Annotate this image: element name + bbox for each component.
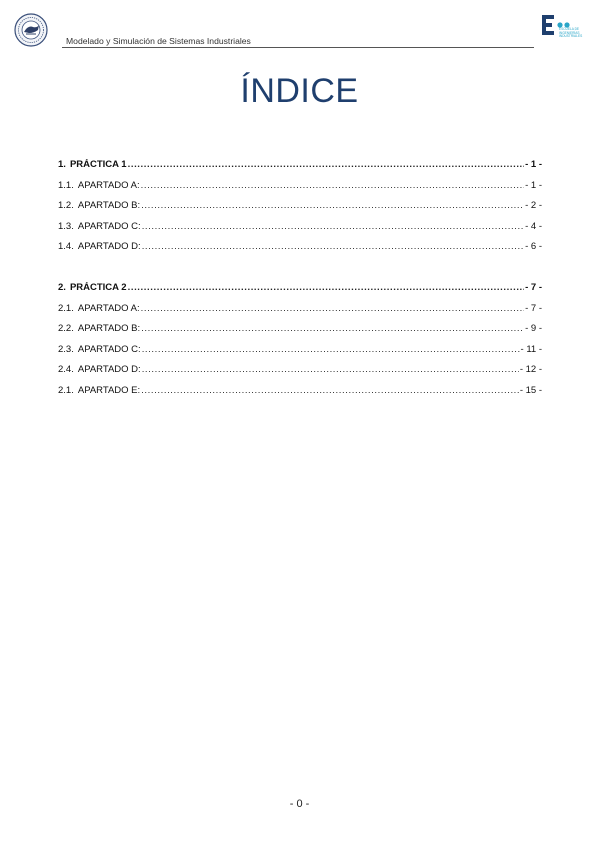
toc-entry[interactable] — [58, 385, 542, 406]
toc-entry[interactable] — [58, 323, 542, 344]
toc-entry-number: 1.2. — [58, 200, 74, 211]
toc-entry-number: 2.1. — [58, 384, 74, 396]
toc-entry[interactable] — [58, 303, 542, 324]
toc-dot-leader — [141, 303, 524, 314]
header-divider — [62, 47, 534, 48]
toc-entry-page: - 15 - — [519, 384, 542, 396]
toc-entry-page: - 4 - — [525, 220, 542, 232]
toc-dot-leader — [128, 282, 525, 293]
toc-group — [58, 159, 542, 262]
toc-entry-number: 2. — [58, 282, 66, 293]
toc-entry-number: 2.3. — [58, 343, 74, 355]
toc-dot-leader — [141, 323, 524, 334]
toc-entry-label: APARTADO C: — [77, 220, 141, 232]
toc-entry-number: 2.1. — [58, 302, 74, 314]
logo-line-1: ESCUELA DE — [559, 27, 580, 31]
toc-entry-page: - 12 - — [519, 364, 542, 375]
toc-entry[interactable] — [58, 180, 542, 201]
toc-dot-leader — [128, 159, 525, 170]
table-of-contents — [58, 159, 542, 426]
toc-entry-label: PRÁCTICA 1 — [69, 159, 127, 170]
toc-entry[interactable] — [58, 221, 542, 242]
toc-entry[interactable] — [58, 282, 542, 303]
toc-dot-leader — [141, 180, 524, 191]
page-header — [0, 0, 599, 52]
toc-dot-leader — [142, 364, 519, 375]
toc-entry-page: - 6 - — [525, 241, 542, 252]
toc-entry[interactable] — [58, 364, 542, 385]
toc-entry-page: - 9 - — [525, 323, 542, 334]
logo-line-2: INGENIERÍAS — [559, 30, 580, 35]
toc-dot-leader — [142, 344, 520, 355]
toc-entry-number: 2.4. — [58, 364, 74, 375]
toc-entry-page: - 1 - — [525, 179, 542, 191]
toc-dot-leader — [142, 241, 524, 252]
toc-entry-label: APARTADO C: — [77, 343, 141, 355]
toc-dot-leader — [142, 221, 524, 232]
toc-entry-label: APARTADO D: — [77, 241, 141, 252]
toc-entry-number: 1.4. — [58, 241, 74, 252]
page-title: ÍNDICE — [240, 72, 359, 110]
page-number: - 0 - — [289, 798, 310, 810]
toc-entry-label: PRÁCTICA 2 — [69, 282, 127, 293]
toc-entry[interactable] — [58, 159, 542, 180]
university-seal-icon — [14, 13, 48, 47]
header-subject: Modelado y Simulación de Sistemas Industriales — [66, 36, 251, 46]
toc-entry-number: 1.1. — [58, 179, 74, 191]
toc-entry-page: - 7 - — [525, 302, 542, 314]
toc-entry-label: APARTADO D: — [77, 364, 141, 375]
toc-entry-number: 2.2. — [58, 323, 74, 334]
toc-entry-label: APARTADO B: — [77, 200, 141, 211]
toc-entry-number: 1.3. — [58, 220, 74, 232]
toc-group — [58, 282, 542, 405]
toc-entry-label: APARTADO E: — [77, 384, 141, 396]
toc-entry-label: APARTADO A: — [77, 179, 140, 191]
toc-entry[interactable] — [58, 241, 542, 262]
school-logo-text — [559, 28, 582, 39]
toc-entry-page: - 7 - — [525, 282, 542, 293]
toc-entry-label: APARTADO B: — [77, 323, 141, 334]
toc-entry-number: 1. — [58, 159, 66, 170]
logo-line-3: INDUSTRIALES — [559, 34, 583, 39]
toc-entry[interactable] — [58, 200, 542, 221]
toc-entry-page: - 11 - — [520, 343, 542, 355]
toc-entry-label: APARTADO A: — [77, 302, 140, 314]
toc-entry-page: - 1 - — [525, 159, 542, 170]
toc-dot-leader — [141, 385, 519, 396]
toc-entry[interactable] — [58, 344, 542, 365]
toc-dot-leader — [141, 200, 524, 211]
toc-entry-page: - 2 - — [525, 200, 542, 211]
